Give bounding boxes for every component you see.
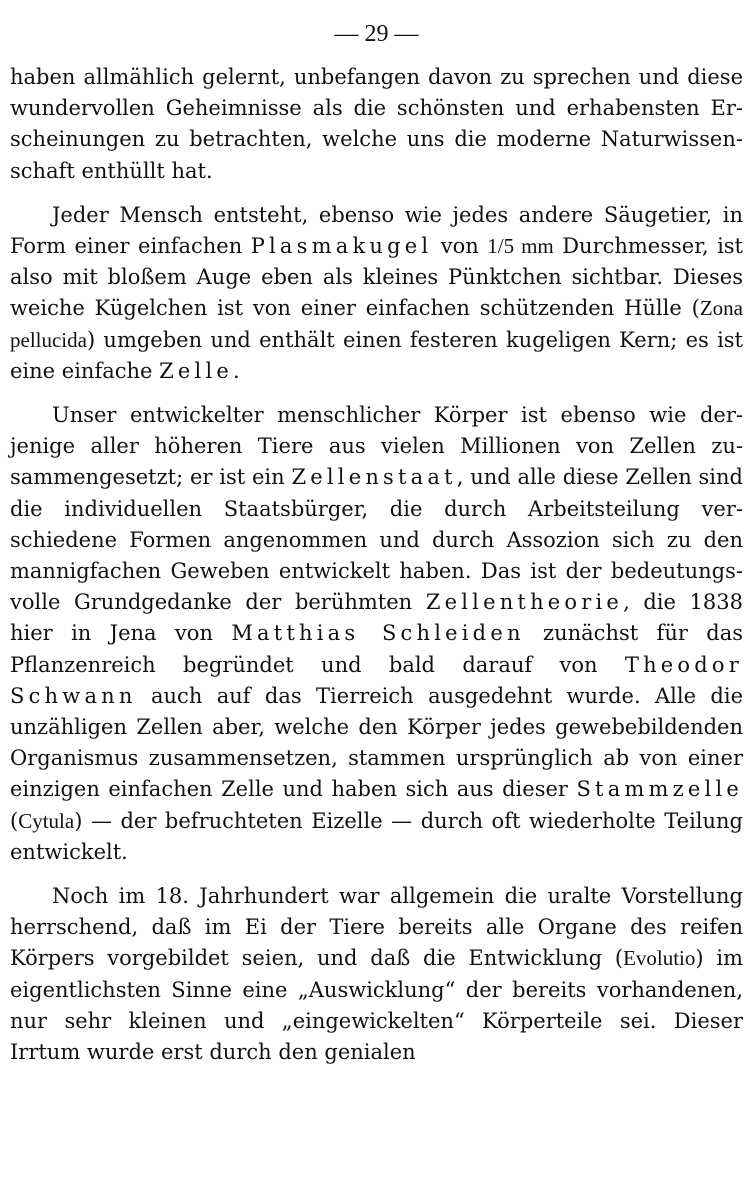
- text-segment: Unser entwickelter menschlicher Körper ist ebenso wie derjenige aller höheren Tiere aus vielen Millionen von Zellen zusammengesetzt; er ist ein: [10, 403, 743, 490]
- spaced-term: Theodor Schwann: [10, 652, 743, 708]
- text-segment: haben allmählich gelernt, unbefangen davon zu sprechen und diese wundervollen Geheimnisse als die schönsten und erhabensten Erscheinungen zu betrachten, welche uns die moderne Naturwissenschaft enthüllt hat.: [10, 65, 743, 183]
- text-segment: ) umgeben und enthält einen festeren kugeligen Kern; es ist eine einfache: [10, 327, 743, 383]
- text-segment: , und alle diese Zellen sind die individuellen Staatsbürger, die durch Arbeitsteilung verschiedene Formen angenommen und durch Assozion sich zu den mannigfachen Geweben entwickelt haben. Das ist der bedeutungsvolle Grundgedanke der berühmten: [10, 465, 743, 615]
- text-segment: zunächst für das Pflanzenreich begründet und bald darauf von: [10, 621, 743, 677]
- text-segment: Durchmesser, ist also mit bloßem Auge eben als kleines Pünktchen sichtbar. Dieses weiche Kügelchen ist von einer einfachen schützenden Hülle (: [10, 234, 743, 321]
- spaced-term: Matthias Schleiden: [231, 621, 525, 646]
- text-segment: auch auf das Tierreich ausgedehnt wurde. Alle die unzähligen Zellen aber, welche den Körper jedes gewebebildenden Organismus zusammensetzen, stammen ursprünglich ab von einer einzigen einfachen Zelle und haben sich aus dieser: [10, 683, 743, 802]
- paragraph-2: [10, 200, 743, 387]
- text-segment: ) im eigentlichsten Sinne eine „Auswicklung“ der bereits vorhandenen, nur sehr kleinen und „eingewickelten“ Körperteile sei. Dieser Irrtum wurde erst durch den genialen: [10, 946, 744, 1065]
- spaced-term: Stammzelle: [576, 777, 743, 802]
- spaced-term: Zellenstaat: [291, 465, 457, 490]
- latin-term: Cytula: [18, 808, 75, 833]
- text-segment: von: [432, 234, 488, 259]
- text-segment: ) — der befruchteten Eizelle — durch oft wiederholte Teilung entwickelt.: [10, 808, 743, 864]
- latin-term: Evolutio: [623, 946, 696, 971]
- spaced-term: Zellentheorie: [425, 590, 624, 615]
- page-number: — 29 —: [334, 21, 419, 47]
- spaced-term: Plasmakugel: [250, 234, 433, 259]
- paragraph-3: [10, 400, 743, 868]
- text-segment: .: [233, 358, 240, 383]
- latin-term: Zona pellucida: [10, 296, 743, 352]
- text-segment: Jeder Mensch entsteht, ebenso wie jedes andere Säugetier, in Form einer einfachen: [10, 202, 743, 259]
- text-segment: Noch im 18. Jahrhundert war allgemein die uralte Vorstellung herrschend, daß im Ei der Tiere bereits alle Organe des reifen Körpers vorgebildet seien, und daß die Entwicklung (: [10, 884, 743, 971]
- paragraph-4: [10, 881, 743, 1068]
- text-segment: , die 1838 hier in Jena von: [10, 590, 743, 646]
- text-segment: (: [10, 808, 19, 833]
- latin-term: 1/5 mm: [487, 234, 554, 259]
- spaced-term: Zelle: [159, 358, 234, 383]
- paragraph-1: [10, 62, 743, 187]
